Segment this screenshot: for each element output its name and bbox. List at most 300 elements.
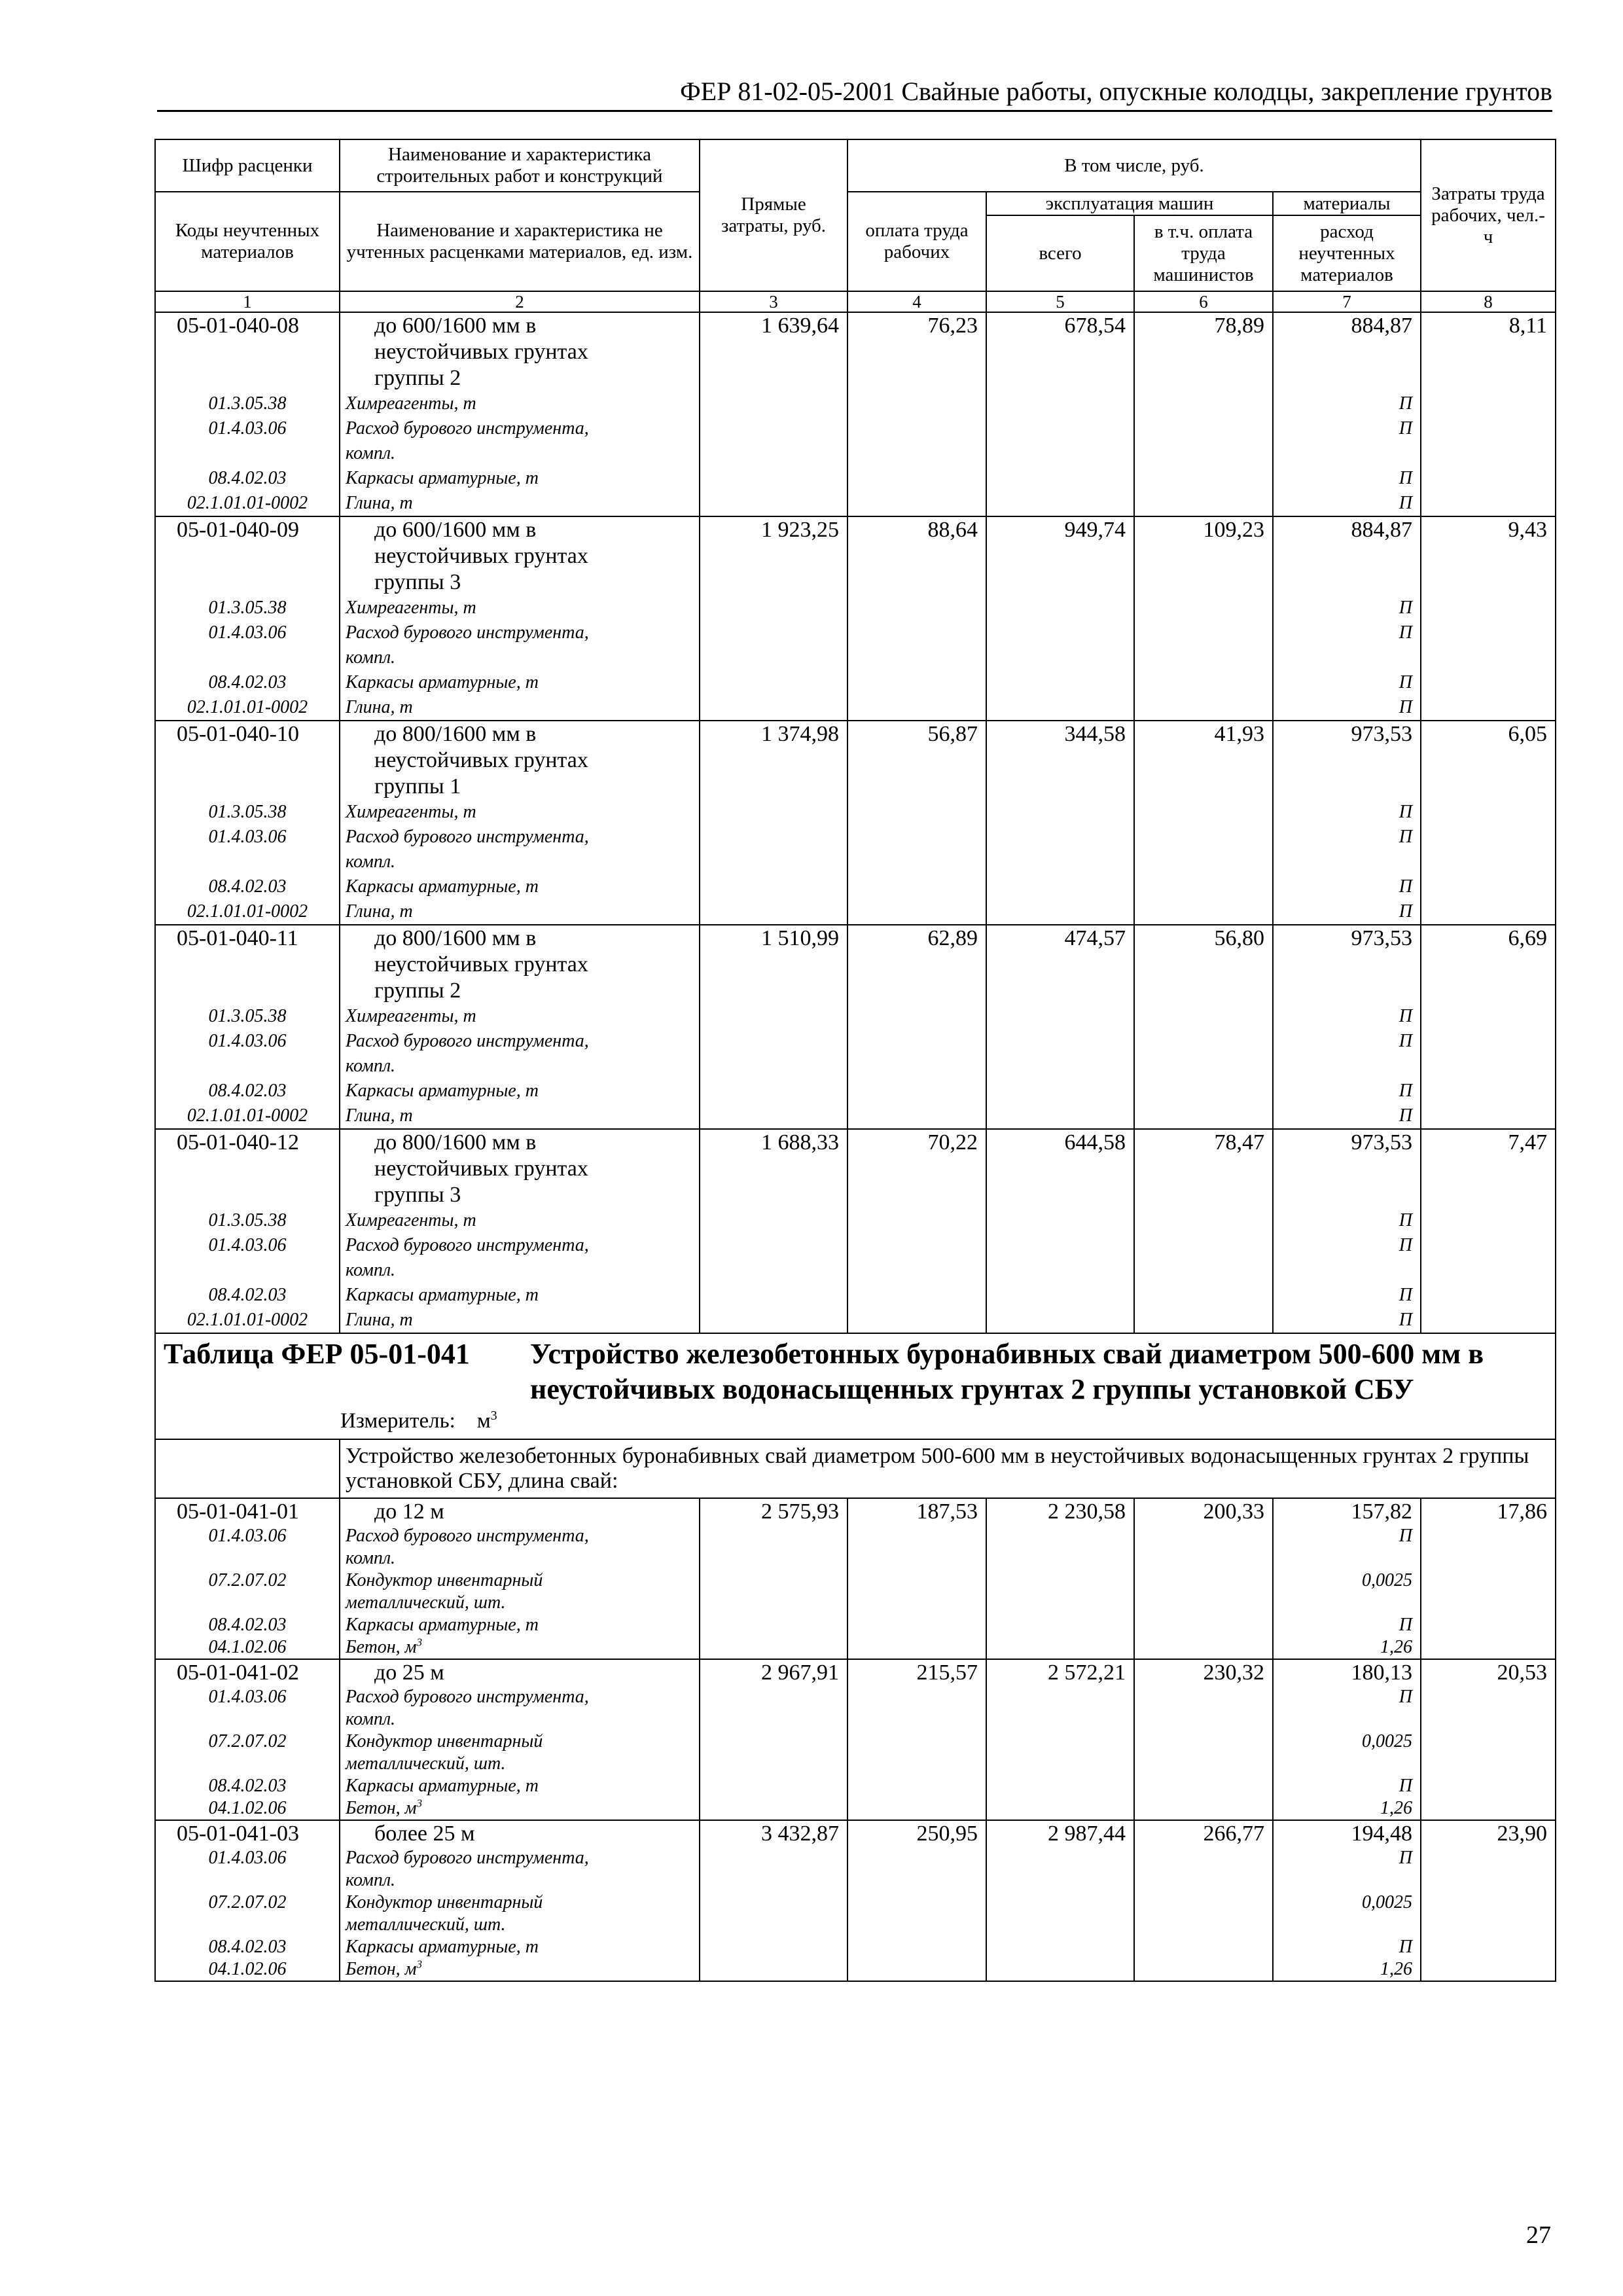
work-name-line: группы 3 [374,570,461,594]
material-qty: 0,0025 [1273,1731,1421,1775]
labor-cost: 76,23 [847,312,986,391]
material-qty: П [1273,670,1421,695]
empty-cell [700,1004,847,1029]
empty-cell [1134,670,1273,695]
material-name-text: Расход бурового инструмента, [346,418,589,439]
empty-cell [1134,1636,1273,1659]
material-qty: П [1273,1079,1421,1103]
labor-cost: 56,87 [847,721,986,800]
empty-cell [986,1283,1134,1308]
empty-cell [1421,1079,1556,1103]
empty-cell [986,491,1134,516]
material-name [340,620,700,670]
direct-cost: 1 688,33 [700,1129,847,1208]
material-qty: П [1273,1283,1421,1308]
work-name [340,312,700,391]
empty-cell [986,1686,1134,1731]
price-row [155,925,1556,1004]
material-name-text: Глина, т [346,901,413,922]
empty-cell [1421,800,1556,825]
material-name [340,1686,700,1731]
col-number: 2 [340,291,700,312]
work-name [340,925,700,1004]
empty-cell [1134,1103,1273,1129]
empty-cell [847,416,986,466]
empty-cell [1421,1847,1556,1892]
material-code: 07.2.07.02 [155,1731,340,1775]
empty-cell [1134,1958,1273,1981]
material-name [340,1079,700,1103]
labor-cost: 215,57 [847,1659,986,1686]
empty-cell [847,596,986,620]
empty-cell [847,1233,986,1283]
material-code: 08.4.02.03 [155,670,340,695]
material-name [340,596,700,620]
machine-cost: 2 572,21 [986,1659,1134,1686]
empty-cell [986,596,1134,620]
material-row [155,800,1556,825]
empty-cell [700,1029,847,1079]
machinist-cost: 56,80 [1134,925,1273,1004]
work-name [340,721,700,800]
empty-cell [847,1731,986,1775]
material-name-text: Каркасы арматурные, т [346,1285,539,1305]
material-name [340,1029,700,1079]
price-code: 05-01-041-02 [155,1659,340,1686]
empty-cell [1421,1004,1556,1029]
material-row [155,1797,1556,1820]
col-materialy: материалы [1273,192,1421,215]
material-name [340,1525,700,1570]
material-qty: П [1273,1614,1421,1636]
empty-cell [986,1208,1134,1233]
unit-superscript: 3 [416,1636,422,1649]
material-name-text: Каркасы арматурные, т [346,468,539,488]
material-name-text: Бетон, м [346,1798,417,1818]
machinist-cost: 230,32 [1134,1659,1273,1686]
material-qty: П [1273,416,1421,466]
work-name [340,516,700,596]
unit-superscript: 3 [416,1797,422,1810]
price-table [154,139,1556,1982]
work-name-line: группы 2 [374,978,461,1003]
labor-hours: 20,53 [1421,1659,1556,1686]
work-name-line: неустойчивых грунтах [374,340,588,364]
labor-hours: 9,43 [1421,516,1556,596]
direct-cost: 2 967,91 [700,1659,847,1686]
material-name [340,391,700,416]
material-code: 07.2.07.02 [155,1892,340,1936]
empty-cell [700,1525,847,1570]
work-name: до 12 м [340,1498,700,1525]
empty-cell [847,1936,986,1958]
material-name [340,825,700,874]
empty-cell [1134,1004,1273,1029]
empty-cell [700,670,847,695]
empty-cell [700,825,847,874]
empty-cell [700,596,847,620]
material-code: 01.3.05.38 [155,800,340,825]
material-name-text: металлический, шт. [346,1592,506,1613]
material-name-text: Расход бурового инструмента, [346,1235,589,1255]
material-name [340,1004,700,1029]
empty-cell [1134,1892,1273,1936]
empty-cell [1134,1079,1273,1103]
material-code: 08.4.02.03 [155,1775,340,1797]
empty-cell [986,1614,1134,1636]
work-name-line: группы 2 [374,366,461,390]
material-qty: П [1273,466,1421,491]
col-zatraty: Затраты труда рабочих, чел.-ч [1421,139,1556,291]
price-row [155,1498,1556,1525]
empty-cell [1134,1233,1273,1283]
material-qty: П [1273,391,1421,416]
empty-cell [1134,1797,1273,1820]
meter-superscript: 3 [490,1408,497,1423]
empty-cell [700,1208,847,1233]
work-name-line: группы 3 [374,1183,461,1207]
empty-cell [1134,1936,1273,1958]
material-code: 01.3.05.38 [155,1208,340,1233]
material-code: 02.1.01.01-0002 [155,899,340,925]
material-row [155,1892,1556,1936]
material-qty: П [1273,874,1421,899]
material-name-text: компл. [346,1548,396,1568]
work-name-line: неустойчивых грунтах [374,544,588,568]
material-row [155,1103,1556,1129]
empty-cell [986,874,1134,899]
col-vtch: в т.ч. оплата труда машинистов [1134,215,1273,291]
materials-cost: 973,53 [1273,925,1421,1004]
empty-cell [1134,391,1273,416]
material-name-text: Каркасы арматурные, т [346,1937,539,1957]
material-name [340,1103,700,1129]
empty-cell [847,1847,986,1892]
empty-cell [986,620,1134,670]
material-code: 08.4.02.03 [155,1936,340,1958]
empty-cell [847,1283,986,1308]
col-naim1: Наименование и характеристика строительных работ и конструкций [340,139,700,192]
empty-cell [700,1797,847,1820]
material-qty: П [1273,1004,1421,1029]
empty-cell [986,1233,1134,1283]
material-name [340,1233,700,1283]
machinist-cost: 78,89 [1134,312,1273,391]
material-row [155,1686,1556,1731]
empty-cell [847,825,986,874]
empty-cell [847,1686,986,1731]
empty-cell [700,1308,847,1333]
material-code: 04.1.02.06 [155,1636,340,1659]
material-name [340,1958,700,1981]
material-name-text: компл. [346,1260,396,1280]
material-qty: 0,0025 [1273,1570,1421,1614]
work-name [340,1129,700,1208]
empty-cell [847,1208,986,1233]
material-name [340,466,700,491]
empty-cell [986,1958,1134,1981]
materials-cost: 194,48 [1273,1820,1421,1847]
empty-cell [986,1029,1134,1079]
empty-cell [986,1570,1134,1614]
material-name [340,800,700,825]
empty-cell [986,1936,1134,1958]
material-row [155,899,1556,925]
material-row [155,466,1556,491]
machine-cost: 644,58 [986,1129,1134,1208]
material-name [340,874,700,899]
material-name [340,1892,700,1936]
empty-cell [1134,491,1273,516]
material-name-text: компл. [346,852,396,872]
empty-cell [700,1636,847,1659]
empty-cell [1421,1308,1556,1333]
material-name [340,1283,700,1308]
material-row [155,596,1556,620]
material-code: 01.4.03.06 [155,1847,340,1892]
empty-cell [986,1636,1134,1659]
labor-hours: 17,86 [1421,1498,1556,1525]
empty-cell [700,1233,847,1283]
empty-cell [1421,1208,1556,1233]
material-name-text: Глина, т [346,1310,413,1330]
material-code: 01.3.05.38 [155,596,340,620]
price-code: 05-01-040-09 [155,516,340,596]
machinist-cost: 78,47 [1134,1129,1273,1208]
material-name [340,1636,700,1659]
material-row [155,1614,1556,1636]
machine-cost: 678,54 [986,312,1134,391]
material-name-text: компл. [346,1870,396,1890]
empty-cell [700,1847,847,1892]
material-code: 02.1.01.01-0002 [155,1103,340,1129]
material-qty: П [1273,1775,1421,1797]
empty-cell [700,1103,847,1129]
empty-cell [1421,825,1556,874]
material-name-text: Бетон, м [346,1637,417,1657]
meter-unit: м [476,1409,491,1433]
material-name-text: Расход бурового инструмента, [346,622,589,643]
labor-hours: 23,90 [1421,1820,1556,1847]
material-name-text: Расход бурового инструмента, [346,1526,589,1546]
empty-cell [847,466,986,491]
machinist-cost: 200,33 [1134,1498,1273,1525]
price-code: 05-01-040-08 [155,312,340,391]
material-qty: П [1273,1208,1421,1233]
material-row [155,1029,1556,1079]
col-number: 5 [986,291,1134,312]
price-row [155,312,1556,391]
material-name [340,1936,700,1958]
material-name-text: Глина, т [346,1105,413,1126]
empty-cell [847,1614,986,1636]
material-name [340,1847,700,1892]
empty-cell [1134,1847,1273,1892]
empty-cell [847,391,986,416]
material-qty: П [1273,491,1421,516]
material-qty: П [1273,899,1421,925]
empty-cell [700,1283,847,1308]
material-name-text: Каркасы арматурные, т [346,672,539,692]
empty-cell [1421,899,1556,925]
price-row [155,1820,1556,1847]
material-name [340,1775,700,1797]
empty-cell [986,1004,1134,1029]
material-name-text: Химреагенты, т [346,1006,476,1026]
col-number: 3 [700,291,847,312]
material-name-text: Кондуктор инвентарный [346,1570,543,1590]
empty-cell [1134,620,1273,670]
table-label: Таблица ФЕР 05-01-041 [164,1338,470,1370]
price-code: 05-01-040-12 [155,1129,340,1208]
empty-cell [1421,466,1556,491]
empty-cell [1421,1731,1556,1775]
material-row [155,1208,1556,1233]
col-pryamye: Прямые затраты, руб. [700,139,847,291]
material-name-text: Каркасы арматурные, т [346,1615,539,1635]
material-row [155,1525,1556,1570]
direct-cost: 1 510,99 [700,925,847,1004]
empty-cell [847,1029,986,1079]
empty-cell [700,1614,847,1636]
machine-cost: 344,58 [986,721,1134,800]
empty-cell [700,391,847,416]
empty-cell [1134,1686,1273,1731]
empty-cell [1134,1283,1273,1308]
col-number: 8 [1421,291,1556,312]
material-row [155,1731,1556,1775]
empty-cell [986,1731,1134,1775]
material-code: 08.4.02.03 [155,874,340,899]
material-row [155,1079,1556,1103]
direct-cost: 1 639,64 [700,312,847,391]
empty-cell [1134,466,1273,491]
empty-cell [986,1892,1134,1936]
material-name-text: Кондуктор инвентарный [346,1892,543,1912]
material-row [155,1308,1556,1333]
empty-cell [1421,1614,1556,1636]
empty-cell [847,491,986,516]
empty-cell [847,1525,986,1570]
work-name-line: до 600/1600 мм в [374,314,537,338]
empty-cell [847,1958,986,1981]
material-qty: П [1273,1029,1421,1079]
work-name: более 25 м [340,1820,700,1847]
empty-cell [847,695,986,721]
material-name-text: компл. [346,1056,396,1076]
material-row [155,416,1556,466]
material-qty: П [1273,596,1421,620]
material-code: 08.4.02.03 [155,1614,340,1636]
labor-cost: 88,64 [847,516,986,596]
material-name [340,1308,700,1333]
header-row [155,192,1556,215]
material-qty: 1,26 [1273,1958,1421,1981]
page-header: ФЕР 81-02-05-2001 Свайные работы, опускные колодцы, закрепление грунтов [157,73,1552,112]
price-code: 05-01-041-01 [155,1498,340,1525]
machine-cost: 2 987,44 [986,1820,1134,1847]
price-row [155,1659,1556,1686]
material-name-text: Глина, т [346,697,413,717]
material-name-text: Бетон, м [346,1959,417,1979]
material-row [155,1233,1556,1283]
material-code: 01.4.03.06 [155,1233,340,1283]
empty-cell [1421,391,1556,416]
labor-cost: 62,89 [847,925,986,1004]
labor-hours: 8,11 [1421,312,1556,391]
empty-cell [1134,874,1273,899]
empty-cell [1134,1029,1273,1079]
empty-cell [1421,1958,1556,1981]
empty-cell [1421,491,1556,516]
column-numbers-row [155,291,1556,312]
material-name-text: Расход бурового инструмента, [346,1687,589,1707]
empty-cell [1421,1103,1556,1129]
empty-cell [700,1958,847,1981]
empty-cell [700,491,847,516]
unit-superscript: 3 [416,1958,422,1971]
material-name-text: металлический, шт. [346,1914,506,1935]
empty-cell [847,1103,986,1129]
empty-cell [986,466,1134,491]
material-code: 01.4.03.06 [155,825,340,874]
empty-cell [700,1892,847,1936]
empty-cell [1421,1029,1556,1079]
empty-cell [847,1775,986,1797]
page-number: 27 [1526,2221,1551,2249]
empty-cell [1421,1570,1556,1614]
material-qty: П [1273,1936,1421,1958]
material-row [155,670,1556,695]
empty-cell [986,1308,1134,1333]
work-name-line: группы 1 [374,774,461,798]
material-code: 01.4.03.06 [155,416,340,466]
material-code: 08.4.02.03 [155,1283,340,1308]
material-name-text: металлический, шт. [346,1753,506,1774]
table-title [156,1334,1555,1407]
material-name-text: Химреагенты, т [346,598,476,618]
header-row [155,139,1556,192]
empty-cell [1134,1308,1273,1333]
col-number: 4 [847,291,986,312]
col-rashod: расход неучтенных материалов [1273,215,1421,291]
price-row [155,516,1556,596]
materials-cost: 884,87 [1273,312,1421,391]
col-number: 6 [1134,291,1273,312]
price-code: 05-01-040-11 [155,925,340,1004]
empty-cell [986,1079,1134,1103]
materials-cost: 180,13 [1273,1659,1421,1686]
col-ekspl: эксплуатация машин [986,192,1273,215]
empty-cell [847,670,986,695]
empty-cell [847,1892,986,1936]
material-qty: П [1273,1103,1421,1129]
work-name-line: неустойчивых грунтах [374,748,588,772]
materials-cost: 884,87 [1273,516,1421,596]
material-code: 01.4.03.06 [155,1686,340,1731]
empty-cell [700,1686,847,1731]
empty-cell [700,899,847,925]
material-name-text: Химреагенты, т [346,802,476,822]
direct-cost: 1 923,25 [700,516,847,596]
empty-cell [847,1570,986,1614]
material-row [155,1636,1556,1659]
material-name-text: Каркасы арматурные, т [346,876,539,897]
material-name-text: Расход бурового инструмента, [346,1848,589,1868]
labor-hours: 6,05 [1421,721,1556,800]
empty-cell [155,1439,340,1498]
machine-cost: 949,74 [986,516,1134,596]
